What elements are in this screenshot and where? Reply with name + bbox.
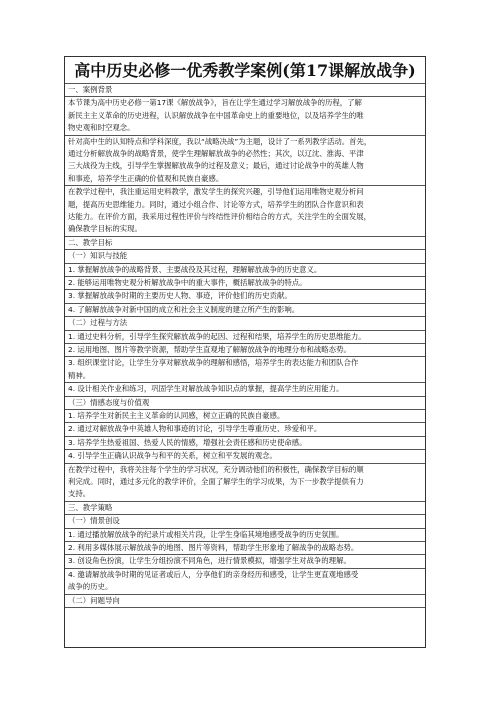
text-row: 二、教学目标 — [65, 237, 425, 250]
text-row: 1. 通过史料分析，引导学生探究解放战争的起因、过程和结果，培养学生的历史思维能力。 — [65, 331, 425, 344]
paragraph-line: 达能力。在评价方面，我采用过程性评价与终结性评价相结合的方式，关注学生的全面发展， — [68, 211, 372, 221]
paragraph-line: 通过分析解放战争的战略背景，使学生理解解放战争的必然性；其次，以辽沈、淮海、平津 — [68, 148, 364, 158]
text-row: 一、案例背景 — [65, 84, 425, 97]
text-row: 3. 掌握解放战争时期的主要历史人物、事迹，评价他们的历史贡献。 — [65, 290, 425, 303]
text-row: （一）知识与技能 — [65, 250, 425, 263]
text-row: 2. 通过对解放战争中英雄人物和事迹的讨论，引导学生尊重历史、珍爱和平。 — [65, 423, 425, 436]
text-row: （二）问题导向 — [65, 595, 425, 608]
paragraph-line: 战争的历史。 — [68, 582, 113, 592]
text-row: 2. 运用地图、图片等教学资源，帮助学生直观地了解解放战争的地理分布和战略态势。 — [65, 344, 425, 357]
blank-row — [65, 608, 425, 638]
paragraph-row — [65, 136, 425, 187]
text-row: 三、教学策略 — [65, 502, 425, 515]
paragraph-line: 在教学过程中，我将关注每个学生的学习状况，充分调动他们的积极性，确保教学目标的顺 — [68, 464, 364, 474]
document-body — [65, 84, 425, 638]
paragraph-row — [65, 97, 425, 135]
paragraph-line: 支持。 — [68, 489, 91, 499]
text-row: （二）过程与方法 — [65, 317, 425, 330]
paragraph-line: 3. 组织课堂讨论，让学生分享对解放战争的理解和感悟，培养学生的表达能力和团队合作 — [68, 358, 359, 368]
paragraph-line: 确保教学目标的实现。 — [68, 224, 142, 234]
text-row: 3. 创设角色扮演，让学生分组扮演不同角色，进行情景模拟，增强学生对战争的理解。 — [65, 555, 425, 568]
text-row: （一）情景创设 — [65, 515, 425, 528]
paragraph-line: 在教学过程中，我注重运用史料教学，激发学生的探究兴趣，引导他们运用唯物史观分析问 — [68, 187, 364, 197]
paragraph-line: 本节课为高中历史必修一第17课《解放战争》，旨在让学生通过学习解放战争的历程，了解 — [68, 98, 362, 108]
paragraph-line: 4. 邀请解放战争时期的见证者或后人，分享他们的亲身经历和感受，让学生更直观地感受 — [68, 569, 359, 579]
paragraph-line: 题，提高历史思维能力。同时，通过小组合作、讨论等方式，培养学生的团队合作意识和表 — [68, 199, 364, 209]
text-row: 1. 掌握解放战争的战略背景、主要战役及其过程，理解解放战争的历史意义。 — [65, 264, 425, 277]
paragraph-row — [65, 357, 425, 383]
paragraph-line: 利完成。同时，通过多元化的教学评价，全面了解学生的学习成果，为下一步教学提供有力 — [68, 476, 364, 486]
text-row: 2. 能够运用唯物史观分析解放战争中的重大事件，概括解放战争的特点。 — [65, 277, 425, 290]
text-row: 1. 通过播放解放战争的纪录片或相关片段，让学生身临其境地感受战争的历史氛围。 — [65, 529, 425, 542]
paragraph-row — [65, 569, 425, 595]
document-table — [64, 56, 426, 648]
paragraph-line: 物史观和时空观念。 — [68, 123, 135, 133]
text-row: 4. 设计相关作业和练习，巩固学生对解放战争知识点的掌握，提高学生的应用能力。 — [65, 383, 425, 396]
text-row: 1. 培养学生对新民主主义革命的认同感，树立正确的民族自豪感。 — [65, 410, 425, 423]
paragraph-line: 新民主主义革命的历史进程，认识解放战争在中国革命史上的重要地位，以及培养学生的唯 — [68, 110, 364, 120]
text-row: （三）情感态度与价值观 — [65, 397, 425, 410]
paragraph-row — [65, 464, 425, 502]
text-row: 2. 利用多媒体展示解放战争的地图、图片等资料，帮助学生形象地了解战争的战略态势。 — [65, 542, 425, 555]
paragraph-line: 三大战役为主线，引导学生掌握解放战争的过程及意义；最后，通过讨论战争中的英雄人物 — [68, 161, 364, 171]
text-row: 4. 了解解放战争对新中国的成立和社会主义制度的建立所产生的影响。 — [65, 304, 425, 317]
paragraph-line: 和事迹，培养学生正确的价值观和民族自豪感。 — [68, 173, 224, 183]
paragraph-line: 精神。 — [68, 370, 91, 380]
paragraph-row — [65, 186, 425, 237]
text-row: 3. 培养学生热爱祖国、热爱人民的情感，增强社会责任感和历史使命感。 — [65, 437, 425, 450]
text-row: 4. 引导学生正确认识战争与和平的关系，树立和平发展的观念。 — [65, 450, 425, 463]
page-title: 高中历史必修一优秀教学案例(第17课解放战争) — [65, 57, 425, 84]
paragraph-line: 针对高中生的认知特点和学科深度，我以“战略决战”为主题，设计了一系列教学活动。首先， — [68, 136, 372, 146]
